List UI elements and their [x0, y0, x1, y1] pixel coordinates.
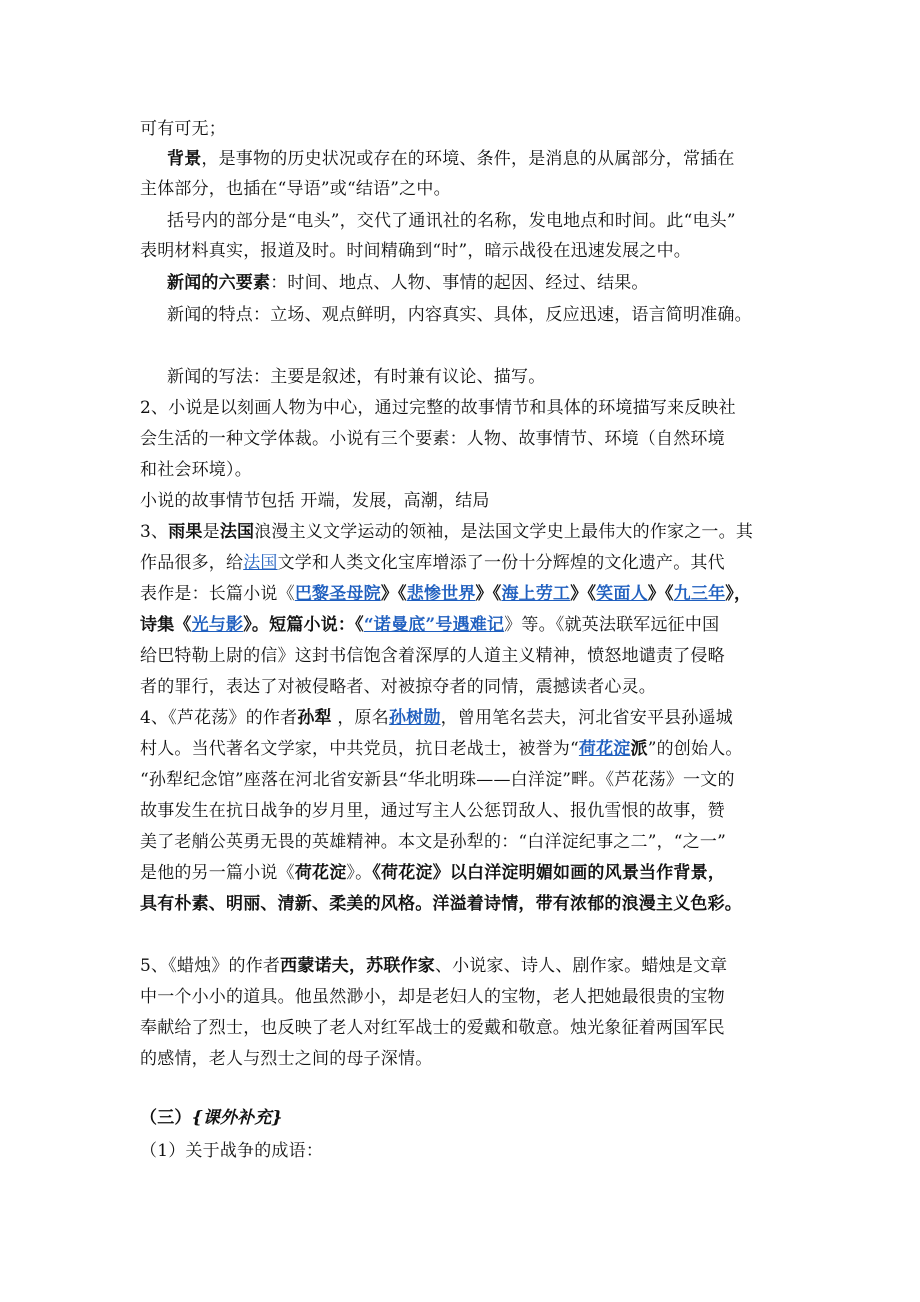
text-line: 者的罪行，表达了对被侵略者、对被掠夺者的同情，震撼读者心灵。: [140, 677, 656, 697]
text-line: “孙犁纪念馆”座落在河北省安新县“华北明珠——白洋淀”畔。《芦花荡》一文的: [140, 770, 735, 790]
text-line: 小说的故事情节包括 开端，发展，高潮，结局: [140, 491, 490, 511]
text-line: 是他的另一篇小说《荷花淀》。《荷花淀》以白洋淀明媚如画的风景当作背景，: [140, 863, 726, 883]
link-sun-shuxun[interactable]: 孙树勋: [388, 708, 441, 728]
text-line: 诗集《光与影》。短篇小说：《“诺曼底”号遇难记》等。《就英法联军远征中国: [140, 615, 720, 635]
text-line: 给巴特勒上尉的信》这封书信饱含着深厚的人道主义精神，愤怒地谴责了侵略: [140, 646, 725, 666]
text-line: 村人。当代著名文学家，中共党员，抗日老战士，被誉为“荷花淀派”的创始人。: [140, 739, 743, 759]
text-line: 主体部分，也插在“导语”或“结语”之中。: [140, 179, 451, 199]
text-line: 5、《蜡烛》的作者西蒙诺夫，苏联作家、小说家、诗人、剧作家。蜡烛是文章: [140, 956, 728, 976]
text-line: 奉献给了烈士，也反映了老人对红军战士的爱戴和敬意。烛光象征着两国军民: [140, 1018, 725, 1038]
term-six-elements: 新闻的六要素: [167, 273, 271, 293]
section-heading: （三）{课外补充}: [140, 1108, 283, 1128]
text-line: 美了老艄公英勇无畏的英雄精神。本文是孙犁的：“白洋淀纪事之二”，“之一”: [140, 832, 726, 852]
link-man-who-laughs[interactable]: 笑面人: [596, 584, 648, 604]
text-line: 中一个小小的道具。他虽然渺小，却是老妇人的宝物，老人把她最很贵的宝物: [140, 987, 725, 1007]
term-background: 背景: [167, 149, 202, 169]
text-line: 背景，是事物的历史状况或存在的环境、条件，是消息的从属部分，常插在: [167, 149, 735, 169]
text-line: 会生活的一种文学体裁。小说有三个要素：人物、故事情节、环境（自然环境: [140, 429, 725, 449]
link-hehuadian[interactable]: 荷花淀: [578, 739, 631, 759]
link-notre-dame[interactable]: 巴黎圣母院: [294, 584, 381, 604]
text-line: 和社会环境）。: [140, 460, 252, 480]
text-line: 表明材料真实，报道及时。时间精确到“时”，暗示战役在迅速发展之中。: [140, 241, 691, 261]
text-line: 作品很多，给法国文学和人类文化宝库增添了一份十分辉煌的文化遗产。其代: [140, 553, 725, 573]
text-line: 新闻的六要素：时间、地点、人物、事情的起因、经过、结果。: [167, 273, 649, 293]
text-line: 3、雨果是法国浪漫主义文学运动的领袖，是法国文学史上最伟大的作家之一。其: [140, 522, 754, 542]
link-normandy-shipwreck[interactable]: “诺曼底”号遇难记: [363, 615, 505, 635]
text-line: （1）关于战争的成语：: [140, 1141, 324, 1161]
link-ninety-three[interactable]: 九三年: [673, 584, 726, 604]
text-line: 括号内的部分是“电头”，交代了通讯社的名称，发电地点和时间。此“电头”: [167, 211, 736, 231]
text-line: 具有朴素、明丽、清新、柔美的风格。洋溢着诗情，带有浓郁的浪漫主义色彩。: [140, 894, 742, 914]
text-line: 表作是：长篇小说《巴黎圣母院》《悲惨世界》《海上劳工》《笑面人》《九三年》，: [140, 584, 752, 604]
text-line: 可有可无；: [140, 119, 226, 139]
link-les-miserables[interactable]: 悲惨世界: [406, 584, 476, 604]
link-france[interactable]: 法国: [243, 553, 278, 573]
text-line: 新闻的写法：主要是叙述，有时兼有议论、描写。: [167, 367, 546, 387]
text-line: 4、《芦花荡》的作者孙犁 ，原名孙树勋，曾用笔名芸夫，河北省安平县孙遥城: [140, 708, 733, 728]
text-line: 的感情，老人与烈士之间的母子深情。: [140, 1049, 433, 1069]
text-line: 故事发生在抗日战争的岁月里，通过写主人公惩罚敌人、报仇雪恨的故事，赞: [140, 801, 725, 821]
text-line: 新闻的特点：立场、观点鲜明，内容真实、具体，反应迅速，语言简明准确。: [167, 305, 752, 325]
text-line: 2、小说是以刻画人物为中心，通过完整的故事情节和具体的环境描写来反映社: [140, 398, 736, 418]
link-toilers-of-the-sea[interactable]: 海上劳工: [501, 584, 571, 604]
link-light-and-shadow[interactable]: 光与影: [191, 615, 244, 635]
